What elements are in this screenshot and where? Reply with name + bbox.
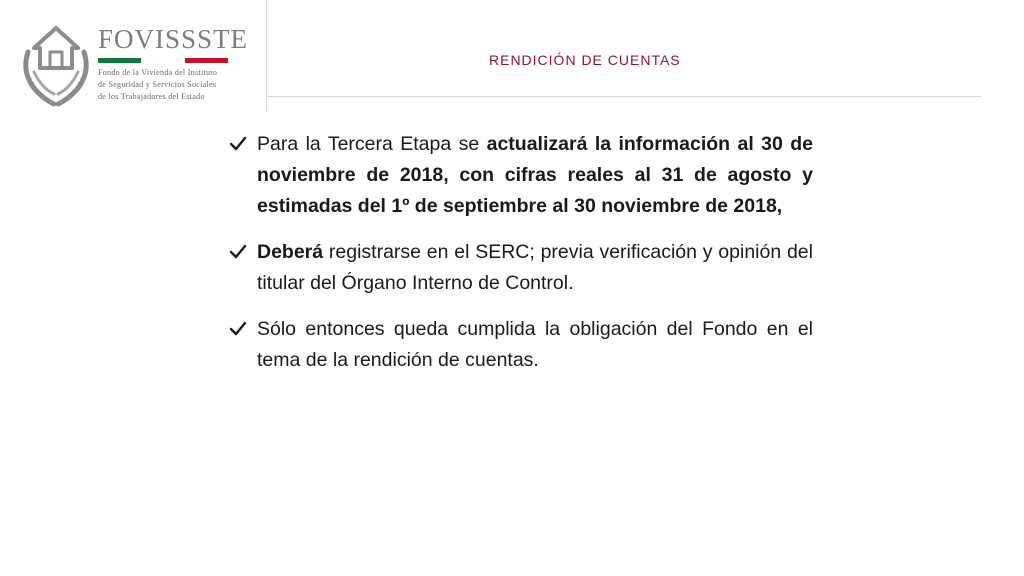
- checkmark-icon: [229, 243, 247, 261]
- bullet-text: Sólo entonces queda cumplida la obligación del Fondo en el tema de la rendición de cuentas.: [257, 318, 813, 371]
- bullet-text-bold: Deberá: [257, 241, 324, 263]
- bullet-list: [229, 129, 813, 391]
- logo-subtitle-line: Fondo de la Vivienda del Instituto: [98, 68, 218, 77]
- header-divider: [266, 96, 982, 97]
- flag-red: [185, 58, 228, 63]
- bullet-item: [229, 129, 813, 222]
- bullet-item: [229, 237, 813, 299]
- logo-area: [0, 0, 267, 112]
- bullet-text: registrarse en el SERC; previa verificación y opinión del titular del Órgano Interno de Control.: [257, 241, 813, 294]
- flag-stripe: [98, 58, 228, 63]
- bullet-text: Para la Tercera Etapa se: [257, 133, 487, 155]
- flag-green: [98, 58, 141, 63]
- logo-title: FOVISSSTE: [98, 24, 249, 54]
- bullet-text-bold: actualizará la información al 30 de noviembre de 2018, con cifras reales al 31 de agosto y estimadas del 1º de septiembre al 30 noviembre de 2018,: [257, 133, 813, 217]
- logo-subtitle-line: de los Trabajadores del Estado: [98, 92, 205, 101]
- checkmark-icon: [229, 135, 247, 153]
- flag-white: [141, 58, 184, 63]
- checkmark-icon: [229, 320, 247, 338]
- logo-subtitle-line: de Seguridad y Servicios Sociales: [98, 80, 217, 89]
- bullet-item: [229, 314, 813, 376]
- fovissste-logo-icon: [20, 18, 92, 108]
- slide-title: RENDICIÓN DE CUENTAS: [489, 52, 681, 68]
